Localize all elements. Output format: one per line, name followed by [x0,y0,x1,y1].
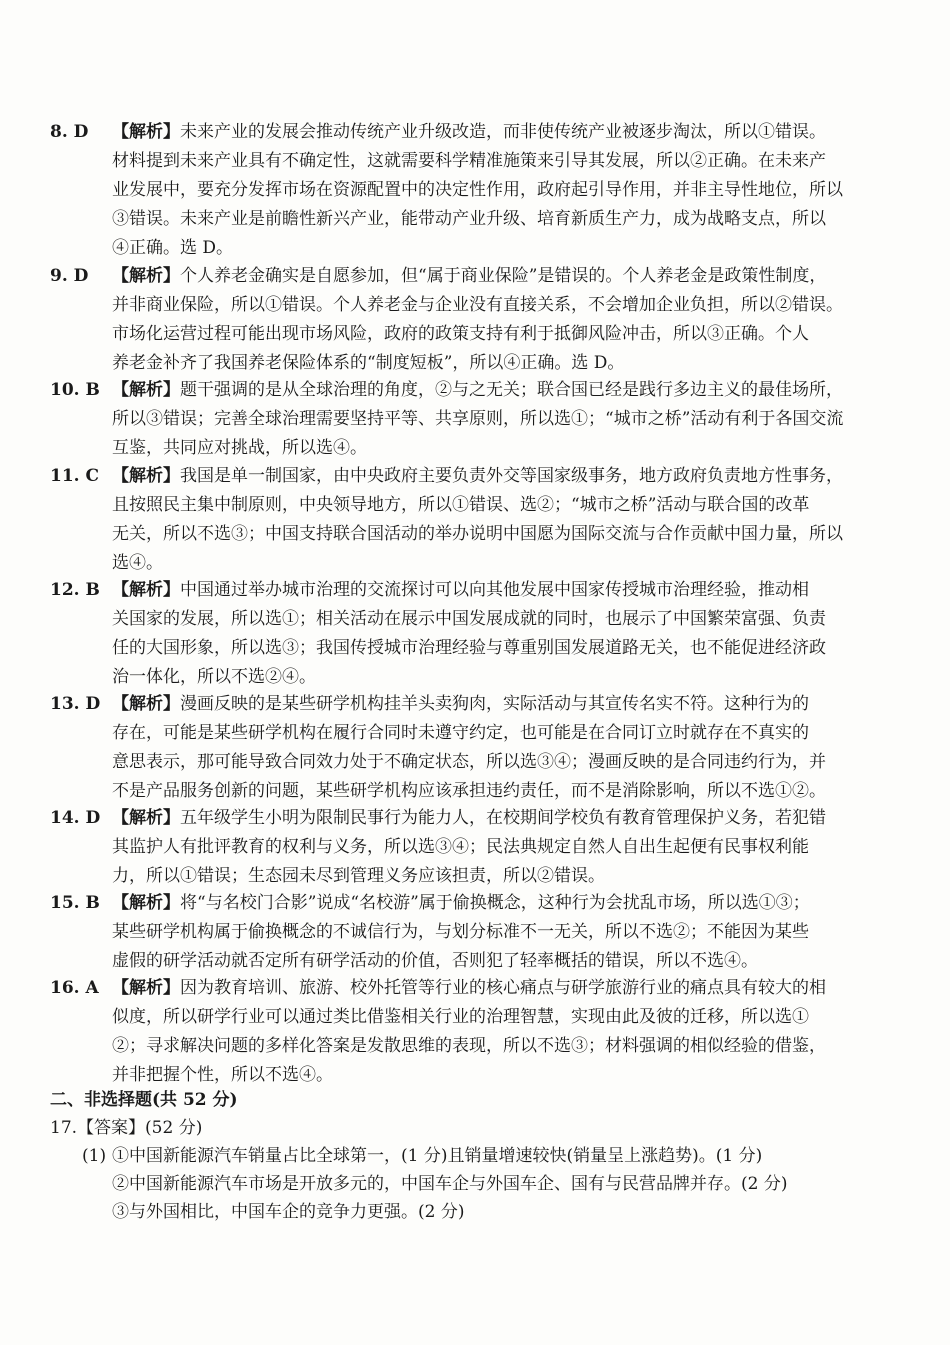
answer-item-10 [50,376,910,463]
q17-line: ②中国新能源汽车市场是开放多元的，中国车企与外国车企、国有与民营品牌并存。(2 分) [112,1174,788,1194]
item-line: 互鉴，共同应对挑战，所以选④。 [112,438,367,458]
item-line: 任的大国形象，所以选③；我国传授城市治理经验与尊重别国发展道路无关，也不能促进经济政 [112,638,826,658]
item-line: 似度，所以研学行业可以通过类比借鉴相关行业的治理智慧，实现由此及彼的迁移，所以选① [112,1007,809,1027]
q17-part1-prefix: (1) [82,1146,107,1166]
item-line: 【解析】未来产业的发展会推动传统产业升级改造，而非使传统产业被逐步淘汰，所以①错误。 [112,122,826,142]
item-line: 养老金补齐了我国养老保险体系的“制度短板”，所以④正确。选 D。 [112,353,625,373]
analysis-tag: 【解析】 [112,122,180,142]
item-line: 无关，所以不选③；中国支持联合国活动的举办说明中国愿为国际交流与合作贡献中国力量，所以 [112,524,843,544]
item-line: 并非商业保险，所以①错误。个人养老金与企业没有直接关系，不会增加企业负担，所以②错误。 [112,295,843,315]
item-number: 14. D [50,808,101,828]
item-line: 选④。 [112,553,163,573]
item-line: 【解析】漫画反映的是某些研学机构挂羊头卖狗肉，实际活动与其宣传名实不符。这种行为的 [112,694,809,714]
item-line: 并非把握个性，所以不选④。 [112,1065,333,1085]
item-line: 不是产品服务创新的问题，某些研学机构应该承担违约责任，而不是消除影响，所以不选①②。 [112,781,826,801]
answer-item-11 [50,462,910,578]
item-line: ②；寻求解决问题的多样化答案是发散思维的表现，所以不选③；材料强调的相似经验的借鉴， [112,1036,826,1056]
item-line: 其监护人有批评教育的权利与义务，所以选③④；民法典规定自然人自出生起便有民事权利能 [112,837,809,857]
item-line: 市场化运营过程可能出现市场风险，政府的政策支持有利于抵御风险冲击，所以③正确。个人 [112,324,809,344]
item-body [112,462,910,578]
item-number: 13. D [50,694,101,714]
item-body [112,376,910,463]
analysis-tag: 【解析】 [112,808,180,828]
item-body [112,118,910,263]
item-line: 【解析】题干强调的是从全球治理的角度，②与之无关；联合国已经是践行多边主义的最佳场所， [112,380,843,400]
item-line: 关国家的发展，所以选①；相关活动在展示中国发展成就的同时，也展示了中国繁荣富强、负责 [112,609,826,629]
item-number: 9. D [50,266,89,286]
item-line: 所以③错误；完善全球治理需要坚持平等、共享原则，所以选①；“城市之桥”活动有利于各国交流 [112,409,844,429]
item-line: ④正确。选 D。 [112,238,234,258]
item-line: 【解析】我国是单一制国家，由中央政府主要负责外交等国家级事务，地方政府负责地方性事务， [112,466,843,486]
item-line: 【解析】中国通过举办城市治理的交流探讨可以向其他发展中国家传授城市治理经验，推动相 [112,580,809,600]
item-body [112,576,910,692]
q17-label: 17.【答案】(52 分) [50,1118,203,1138]
answer-item-14 [50,804,910,891]
item-number: 15. B [50,893,100,913]
item-number: 11. C [50,466,100,486]
item-line: 【解析】因为教育培训、旅游、校外托管等行业的核心痛点与研学旅游行业的痛点具有较大的相 [112,978,826,998]
answer-item-15 [50,889,910,976]
item-line: 治一体化，所以不选②④。 [112,667,316,687]
answer-item-12 [50,576,910,692]
item-body [112,804,910,891]
item-line: 业发展中，要充分发挥市场在资源配置中的决定性作用，政府起引导作用，并非主导性地位，所以 [112,180,843,200]
analysis-tag: 【解析】 [112,978,180,998]
item-body [112,262,910,378]
item-line: 【解析】个人养老金确实是自愿参加，但“属于商业保险”是错误的。个人养老金是政策性制度， [112,266,827,286]
q17-line: ①中国新能源汽车销量占比全球第一，(1 分)且销量增速较快(销量呈上涨趋势)。(1 分) [112,1146,763,1166]
item-line: ③错误。未来产业是前瞻性新兴产业，能带动产业升级、培育新质生产力，成为战略支点，所以 [112,209,826,229]
item-number: 8. D [50,122,89,142]
analysis-tag: 【解析】 [112,893,180,913]
answer-item-16 [50,974,910,1090]
item-number: 16. A [50,978,99,998]
q17-line: ③与外国相比，中国车企的竞争力更强。(2 分) [112,1202,465,1222]
item-body [112,889,910,976]
item-line: 存在，可能是某些研学机构在履行合同时未遵守约定，也可能是在合同订立时就存在不真实的 [112,723,809,743]
item-line: 【解析】将“与名校门合影”说成“名校游”属于偷换概念，这种行为会扰乱市场，所以选①③； [112,893,810,913]
item-body [112,974,910,1090]
item-line: 意思表示，那可能导致合同效力处于不确定状态，所以选③④；漫画反映的是合同违约行为，并 [112,752,826,772]
analysis-tag: 【解析】 [112,266,180,286]
analysis-tag: 【解析】 [112,466,180,486]
answer-item-8 [50,118,910,263]
item-number: 12. B [50,580,100,600]
item-line: 虚假的研学活动就否定所有研学活动的价值，否则犯了轻率概括的错误，所以不选④。 [112,951,758,971]
item-line: 且按照民主集中制原则，中央领导地方，所以①错误、选②；“城市之桥”活动与联合国的改革 [112,495,810,515]
section-heading: 二、非选择题(共 52 分) [50,1090,238,1110]
item-line: 【解析】五年级学生小明为限制民事行为能力人，在校期间学校负有教育管理保护义务，若犯错 [112,808,826,828]
item-body [112,690,910,806]
answer-item-9 [50,262,910,378]
analysis-tag: 【解析】 [112,580,180,600]
answer-item-13 [50,690,910,806]
item-number: 10. B [50,380,100,400]
analysis-tag: 【解析】 [112,694,180,714]
item-line: 材料提到未来产业具有不确定性，这就需要科学精准施策来引导其发展，所以②正确。在未来产 [112,151,826,171]
item-line: 某些研学机构属于偷换概念的不诚信行为，与划分标准不一无关，所以不选②；不能因为某些 [112,922,809,942]
analysis-tag: 【解析】 [112,380,180,400]
item-line: 力，所以①错误；生态园未尽到管理义务应该担责，所以②错误。 [112,866,605,886]
